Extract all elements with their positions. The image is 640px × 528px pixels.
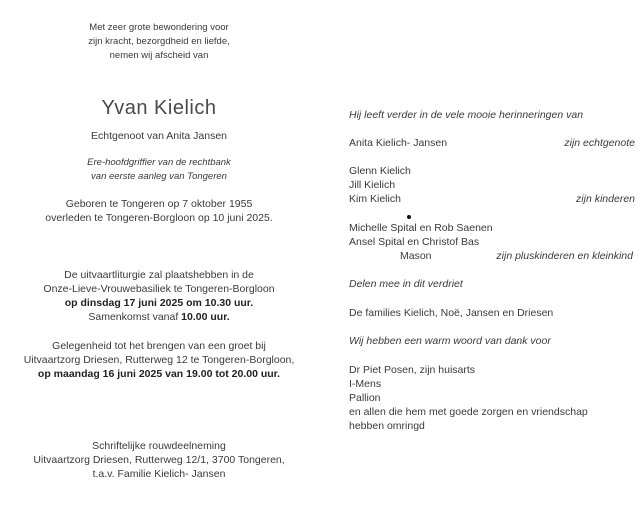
grandchild-name: Mason xyxy=(400,250,432,262)
thanks-item: Pallion xyxy=(349,392,381,404)
thanks-item: en allen die hem met goede zorgen en vriendschap xyxy=(349,406,588,418)
condolence-line: Schriftelijke rouwdeelneming xyxy=(92,440,226,452)
title-line: van eerste aanleg van Tongeren xyxy=(91,171,227,182)
visit-location: Uitvaartzorg Driesen, Rutterweg 12 te Tongeren-Borgloon, xyxy=(23,354,295,366)
spouse-name: Anita Kielich- Jansen xyxy=(349,137,448,149)
plus-child-name: Michelle Spital en Rob Saenen xyxy=(349,222,493,234)
gathering-prefix: Samenkomst vanaf xyxy=(88,311,182,323)
grief-heading: Delen mee in dit verdriet xyxy=(349,278,463,290)
deceased-name: Yvan Kielich xyxy=(101,97,217,119)
funeral-line: De uitvaartliturgie zal plaatshebben in de xyxy=(64,269,254,281)
condolence-address: Uitvaartzorg Driesen, Rutterweg 12/1, 3700 Tongeren, xyxy=(33,454,285,466)
bullet-dot xyxy=(407,215,411,219)
thanks-item: hebben omringd xyxy=(349,420,425,432)
memory-heading: Hij leeft verder in de vele mooie herinneringen van xyxy=(349,109,584,121)
intro-line: zijn kracht, bezorgdheid en liefde, xyxy=(88,36,230,47)
gathering-line xyxy=(0,310,318,324)
thanks-item: I-Mens xyxy=(349,378,382,390)
intro-line: Met zeer grote bewondering voor xyxy=(89,22,229,33)
thanks-heading: Wij hebben een warm woord van dank voor xyxy=(349,335,551,347)
visit-date: op maandag 16 juni 2025 van 19.00 tot 20.00 uur. xyxy=(37,368,281,380)
gathering-time: 10.00 uur. xyxy=(181,311,230,323)
child-name: Kim Kielich xyxy=(349,193,401,205)
families-line: De families Kielich, Noë, Jansen en Driesen xyxy=(349,307,554,319)
intro-line: nemen wij afscheid van xyxy=(109,50,209,61)
spouse-line: Echtgenoot van Anita Jansen xyxy=(90,130,228,142)
visit-line: Gelegenheid tot het brengen van een groet bij xyxy=(52,340,266,352)
condolence-attention: t.a.v. Familie Kielich- Jansen xyxy=(92,468,226,480)
child-name: Jill Kielich xyxy=(349,179,396,191)
plus-role: zijn pluskinderen en kleinkind xyxy=(496,250,633,262)
death-line: overleden te Tongeren-Borgloon op 10 juni 2025. xyxy=(45,212,273,224)
plus-child-name: Ansel Spital en Christof Bas xyxy=(349,236,480,248)
children-role: zijn kinderen xyxy=(576,193,635,205)
funeral-location: Onze-Lieve-Vrouwebasiliek te Tongeren-Borgloon xyxy=(43,283,275,295)
spouse-role: zijn echtgenote xyxy=(564,137,635,149)
funeral-date: op dinsdag 17 juni 2025 om 10.30 uur. xyxy=(64,297,254,309)
title-line: Ere-hoofdgriffier van de rechtbank xyxy=(87,157,231,168)
birth-line: Geboren te Tongeren op 7 oktober 1955 xyxy=(65,198,253,210)
thanks-item: Dr Piet Posen, zijn huisarts xyxy=(349,364,476,376)
child-name: Glenn Kielich xyxy=(349,165,411,177)
